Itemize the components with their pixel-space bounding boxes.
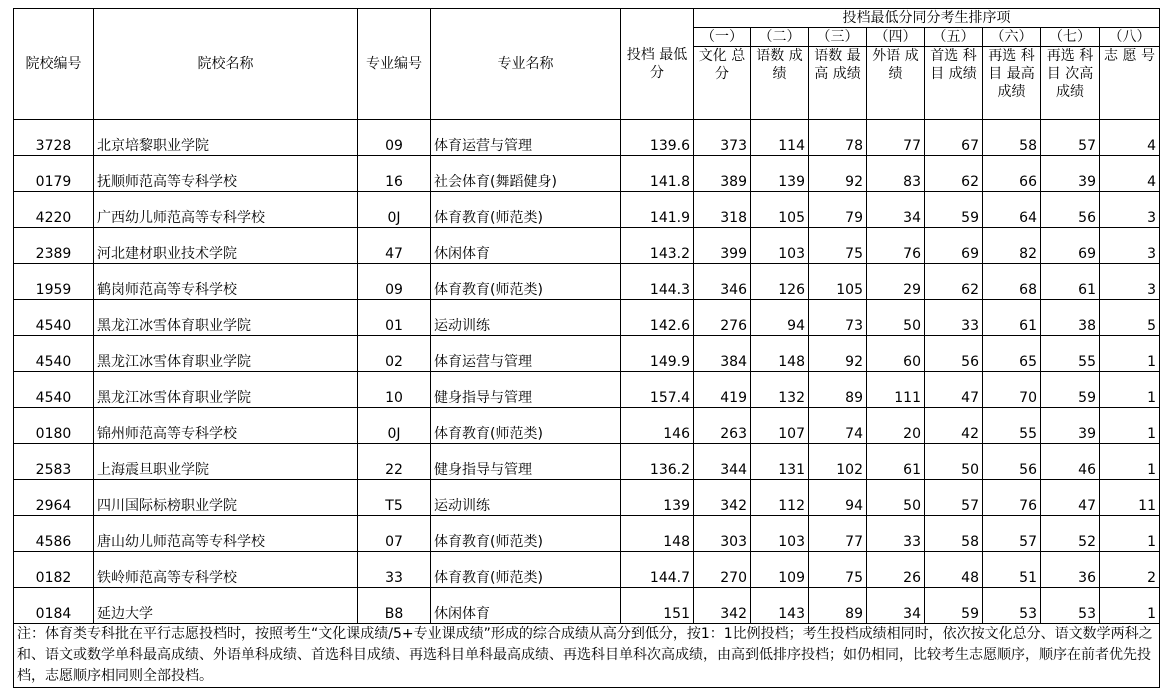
cell-min-score: 148 xyxy=(621,516,694,552)
cell-foreign-language: 34 xyxy=(867,192,925,228)
cell-preference-no: 3 xyxy=(1100,192,1160,228)
header-tie-break-title: 投档最低分同分考生排序项 xyxy=(694,9,1160,28)
cell-school-name: 广西幼儿师范高等专科学校 xyxy=(94,192,358,228)
tie-num-7: （七） xyxy=(1041,28,1100,47)
tie-label-chinese-math-max: 语数 最高 成绩 xyxy=(809,47,867,120)
cell-school-name: 黑龙江冰雪体育职业学院 xyxy=(94,300,358,336)
cell-school-name: 四川国际标榜职业学院 xyxy=(94,480,358,516)
cell-culture-total: 373 xyxy=(694,120,751,156)
table-row xyxy=(14,372,1160,408)
cell-culture-total: 270 xyxy=(694,552,751,588)
cell-elective-max: 58 xyxy=(983,120,1041,156)
cell-chinese-math: 103 xyxy=(751,228,809,264)
cell-school-name: 北京培黎职业学院 xyxy=(94,120,358,156)
cell-elective-max: 70 xyxy=(983,372,1041,408)
cell-school-name: 上海震旦职业学院 xyxy=(94,444,358,480)
cell-preference-no: 3 xyxy=(1100,264,1160,300)
cell-culture-total: 303 xyxy=(694,516,751,552)
table-row xyxy=(14,192,1160,228)
cell-school-code: 2583 xyxy=(14,444,94,480)
cell-major-name: 休闲体育 xyxy=(431,228,621,264)
cell-school-name: 鹤岗师范高等专科学校 xyxy=(94,264,358,300)
cell-elective-second: 59 xyxy=(1041,372,1100,408)
cell-chinese-math: 94 xyxy=(751,300,809,336)
cell-foreign-language: 50 xyxy=(867,300,925,336)
cell-culture-total: 342 xyxy=(694,480,751,516)
cell-min-score: 141.9 xyxy=(621,192,694,228)
cell-elective-max: 66 xyxy=(983,156,1041,192)
cell-preference-no: 1 xyxy=(1100,372,1160,408)
tie-num-1: （一） xyxy=(694,28,751,47)
table-row xyxy=(14,300,1160,336)
cell-foreign-language: 50 xyxy=(867,480,925,516)
cell-culture-total: 346 xyxy=(694,264,751,300)
cell-chinese-math-max: 94 xyxy=(809,480,867,516)
cell-school-code: 0184 xyxy=(14,588,94,624)
cell-first-subject: 58 xyxy=(925,516,983,552)
cell-foreign-language: 61 xyxy=(867,444,925,480)
cell-foreign-language: 26 xyxy=(867,552,925,588)
cell-major-name: 休闲体育 xyxy=(431,588,621,624)
cell-first-subject: 50 xyxy=(925,444,983,480)
tie-num-8: （八） xyxy=(1100,28,1160,47)
cell-major-code: 09 xyxy=(358,120,431,156)
cell-chinese-math-max: 92 xyxy=(809,336,867,372)
cell-min-score: 144.7 xyxy=(621,552,694,588)
cell-preference-no: 3 xyxy=(1100,228,1160,264)
table-row xyxy=(14,120,1160,156)
cell-major-code: 47 xyxy=(358,228,431,264)
cell-chinese-math: 103 xyxy=(751,516,809,552)
footnote: 注：体育类专科批在平行志愿投档时，按照考生“文化课成绩/5+专业课成绩”形成的综合成绩从高分到低分，按1：1比例投档；考生投档成绩相同时，依次按文化总分、语文数学两科之和、语文或数学单科最高成绩、外语单科成绩、首选科目成绩、再选科目单科最高成绩、再选科目单科次高成绩，由高到低排序投档；如仍相同，比较考生志愿顺序，顺序在前者优先投档，志愿顺序相同则全部投档。 xyxy=(14,624,1160,688)
cell-min-score: 143.2 xyxy=(621,228,694,264)
cell-foreign-language: 111 xyxy=(867,372,925,408)
cell-min-score: 144.3 xyxy=(621,264,694,300)
cell-school-code: 0180 xyxy=(14,408,94,444)
header-major-name: 专业名称 xyxy=(431,9,621,120)
cell-elective-max: 64 xyxy=(983,192,1041,228)
cell-elective-second: 39 xyxy=(1041,408,1100,444)
cell-min-score: 149.9 xyxy=(621,336,694,372)
cell-foreign-language: 77 xyxy=(867,120,925,156)
cell-foreign-language: 33 xyxy=(867,516,925,552)
cell-elective-second: 55 xyxy=(1041,336,1100,372)
cell-chinese-math: 109 xyxy=(751,552,809,588)
cell-school-name: 黑龙江冰雪体育职业学院 xyxy=(94,372,358,408)
cell-first-subject: 59 xyxy=(925,192,983,228)
cell-elective-max: 53 xyxy=(983,588,1041,624)
cell-chinese-math: 112 xyxy=(751,480,809,516)
cell-major-name: 体育教育(师范类) xyxy=(431,516,621,552)
tie-num-3: （三） xyxy=(809,28,867,47)
cell-elective-max: 82 xyxy=(983,228,1041,264)
cell-major-name: 健身指导与管理 xyxy=(431,444,621,480)
tie-label-elective-second: 再选 科目 次高 成绩 xyxy=(1041,47,1100,120)
cell-culture-total: 318 xyxy=(694,192,751,228)
cell-chinese-math: 148 xyxy=(751,336,809,372)
cell-preference-no: 5 xyxy=(1100,300,1160,336)
cell-chinese-math: 126 xyxy=(751,264,809,300)
cell-school-code: 4220 xyxy=(14,192,94,228)
cell-school-name: 铁岭师范高等专科学校 xyxy=(94,552,358,588)
cell-chinese-math-max: 105 xyxy=(809,264,867,300)
cell-major-name: 体育教育(师范类) xyxy=(431,408,621,444)
cell-school-name: 延边大学 xyxy=(94,588,358,624)
tie-num-5: （五） xyxy=(925,28,983,47)
cell-foreign-language: 34 xyxy=(867,588,925,624)
admission-table xyxy=(13,8,1160,688)
cell-major-code: 01 xyxy=(358,300,431,336)
table-row xyxy=(14,588,1160,624)
cell-chinese-math: 143 xyxy=(751,588,809,624)
cell-first-subject: 69 xyxy=(925,228,983,264)
tie-num-6: （六） xyxy=(983,28,1041,47)
cell-culture-total: 389 xyxy=(694,156,751,192)
cell-elective-max: 65 xyxy=(983,336,1041,372)
cell-major-name: 运动训练 xyxy=(431,300,621,336)
cell-chinese-math-max: 92 xyxy=(809,156,867,192)
cell-school-code: 0179 xyxy=(14,156,94,192)
cell-chinese-math-max: 75 xyxy=(809,228,867,264)
cell-major-code: 0J xyxy=(358,408,431,444)
cell-foreign-language: 20 xyxy=(867,408,925,444)
cell-chinese-math: 131 xyxy=(751,444,809,480)
cell-elective-max: 61 xyxy=(983,300,1041,336)
cell-major-code: 16 xyxy=(358,156,431,192)
cell-first-subject: 62 xyxy=(925,264,983,300)
cell-major-code: 02 xyxy=(358,336,431,372)
cell-chinese-math-max: 102 xyxy=(809,444,867,480)
cell-elective-max: 51 xyxy=(983,552,1041,588)
cell-school-code: 4540 xyxy=(14,336,94,372)
cell-school-code: 2964 xyxy=(14,480,94,516)
cell-major-code: 07 xyxy=(358,516,431,552)
cell-preference-no: 4 xyxy=(1100,120,1160,156)
tie-num-4: （四） xyxy=(867,28,925,47)
cell-school-name: 锦州师范高等专科学校 xyxy=(94,408,358,444)
cell-chinese-math: 114 xyxy=(751,120,809,156)
cell-foreign-language: 29 xyxy=(867,264,925,300)
cell-foreign-language: 76 xyxy=(867,228,925,264)
cell-first-subject: 62 xyxy=(925,156,983,192)
tie-label-preference-no: 志 愿 号 xyxy=(1100,47,1160,120)
tie-num-2: （二） xyxy=(751,28,809,47)
cell-major-name: 运动训练 xyxy=(431,480,621,516)
cell-culture-total: 276 xyxy=(694,300,751,336)
cell-school-name: 河北建材职业技术学院 xyxy=(94,228,358,264)
cell-first-subject: 47 xyxy=(925,372,983,408)
cell-min-score: 142.6 xyxy=(621,300,694,336)
cell-elective-max: 68 xyxy=(983,264,1041,300)
cell-chinese-math-max: 73 xyxy=(809,300,867,336)
cell-chinese-math-max: 89 xyxy=(809,372,867,408)
cell-elective-second: 36 xyxy=(1041,552,1100,588)
table-row xyxy=(14,264,1160,300)
table-row xyxy=(14,228,1160,264)
cell-preference-no: 1 xyxy=(1100,516,1160,552)
table-row xyxy=(14,444,1160,480)
table-row xyxy=(14,408,1160,444)
cell-chinese-math-max: 75 xyxy=(809,552,867,588)
cell-first-subject: 42 xyxy=(925,408,983,444)
cell-school-code: 2389 xyxy=(14,228,94,264)
cell-elective-second: 46 xyxy=(1041,444,1100,480)
header-major-code: 专业编号 xyxy=(358,9,431,120)
cell-first-subject: 48 xyxy=(925,552,983,588)
cell-school-code: 4586 xyxy=(14,516,94,552)
cell-min-score: 139 xyxy=(621,480,694,516)
cell-school-code: 0182 xyxy=(14,552,94,588)
cell-elective-second: 39 xyxy=(1041,156,1100,192)
cell-elective-max: 76 xyxy=(983,480,1041,516)
cell-culture-total: 399 xyxy=(694,228,751,264)
cell-preference-no: 1 xyxy=(1100,336,1160,372)
cell-school-code: 4540 xyxy=(14,372,94,408)
cell-chinese-math-max: 89 xyxy=(809,588,867,624)
cell-elective-second: 57 xyxy=(1041,120,1100,156)
tie-label-first-subject: 首选 科目 成绩 xyxy=(925,47,983,120)
cell-preference-no: 2 xyxy=(1100,552,1160,588)
cell-preference-no: 1 xyxy=(1100,588,1160,624)
cell-major-name: 社会体育(舞蹈健身) xyxy=(431,156,621,192)
cell-first-subject: 33 xyxy=(925,300,983,336)
cell-elective-second: 69 xyxy=(1041,228,1100,264)
cell-school-code: 1959 xyxy=(14,264,94,300)
cell-major-name: 体育运营与管理 xyxy=(431,336,621,372)
header-min-score: 投档 最低分 xyxy=(621,9,694,120)
cell-school-name: 抚顺师范高等专科学校 xyxy=(94,156,358,192)
cell-min-score: 136.2 xyxy=(621,444,694,480)
cell-preference-no: 11 xyxy=(1100,480,1160,516)
cell-foreign-language: 60 xyxy=(867,336,925,372)
cell-chinese-math: 107 xyxy=(751,408,809,444)
cell-major-name: 体育教育(师范类) xyxy=(431,192,621,228)
cell-chinese-math-max: 78 xyxy=(809,120,867,156)
cell-culture-total: 419 xyxy=(694,372,751,408)
cell-school-name: 唐山幼儿师范高等专科学校 xyxy=(94,516,358,552)
table-row xyxy=(14,336,1160,372)
cell-elective-max: 55 xyxy=(983,408,1041,444)
cell-culture-total: 344 xyxy=(694,444,751,480)
cell-culture-total: 342 xyxy=(694,588,751,624)
cell-elective-second: 52 xyxy=(1041,516,1100,552)
cell-first-subject: 67 xyxy=(925,120,983,156)
cell-preference-no: 1 xyxy=(1100,408,1160,444)
cell-school-name: 黑龙江冰雪体育职业学院 xyxy=(94,336,358,372)
cell-preference-no: 4 xyxy=(1100,156,1160,192)
cell-chinese-math-max: 79 xyxy=(809,192,867,228)
cell-major-code: T5 xyxy=(358,480,431,516)
cell-elective-second: 38 xyxy=(1041,300,1100,336)
cell-first-subject: 57 xyxy=(925,480,983,516)
tie-label-foreign-language: 外语 成绩 xyxy=(867,47,925,120)
cell-elective-second: 56 xyxy=(1041,192,1100,228)
cell-first-subject: 56 xyxy=(925,336,983,372)
table-row xyxy=(14,552,1160,588)
cell-major-code: 09 xyxy=(358,264,431,300)
table-row xyxy=(14,156,1160,192)
header-school-code: 院校编号 xyxy=(14,9,94,120)
cell-first-subject: 59 xyxy=(925,588,983,624)
cell-major-name: 体育教育(师范类) xyxy=(431,552,621,588)
cell-preference-no: 1 xyxy=(1100,444,1160,480)
cell-foreign-language: 83 xyxy=(867,156,925,192)
cell-elective-max: 56 xyxy=(983,444,1041,480)
cell-major-code: 22 xyxy=(358,444,431,480)
cell-elective-second: 61 xyxy=(1041,264,1100,300)
cell-elective-second: 53 xyxy=(1041,588,1100,624)
cell-major-code: B8 xyxy=(358,588,431,624)
cell-school-code: 4540 xyxy=(14,300,94,336)
table-row xyxy=(14,480,1160,516)
cell-elective-max: 57 xyxy=(983,516,1041,552)
cell-chinese-math-max: 74 xyxy=(809,408,867,444)
tie-label-culture-total: 文化 总分 xyxy=(694,47,751,120)
cell-culture-total: 263 xyxy=(694,408,751,444)
cell-major-code: 10 xyxy=(358,372,431,408)
cell-school-code: 3728 xyxy=(14,120,94,156)
cell-major-code: 0J xyxy=(358,192,431,228)
cell-major-name: 体育运营与管理 xyxy=(431,120,621,156)
cell-min-score: 157.4 xyxy=(621,372,694,408)
cell-chinese-math: 139 xyxy=(751,156,809,192)
cell-major-name: 健身指导与管理 xyxy=(431,372,621,408)
cell-min-score: 151 xyxy=(621,588,694,624)
cell-chinese-math-max: 77 xyxy=(809,516,867,552)
cell-major-code: 33 xyxy=(358,552,431,588)
cell-chinese-math: 105 xyxy=(751,192,809,228)
cell-min-score: 141.8 xyxy=(621,156,694,192)
table-row xyxy=(14,516,1160,552)
cell-min-score: 139.6 xyxy=(621,120,694,156)
cell-elective-second: 47 xyxy=(1041,480,1100,516)
cell-major-name: 体育教育(师范类) xyxy=(431,264,621,300)
tie-label-chinese-math: 语数 成绩 xyxy=(751,47,809,120)
header-school-name: 院校名称 xyxy=(94,9,358,120)
cell-chinese-math: 132 xyxy=(751,372,809,408)
tie-label-elective-max: 再选 科目 最高 成绩 xyxy=(983,47,1041,120)
cell-culture-total: 384 xyxy=(694,336,751,372)
cell-min-score: 146 xyxy=(621,408,694,444)
